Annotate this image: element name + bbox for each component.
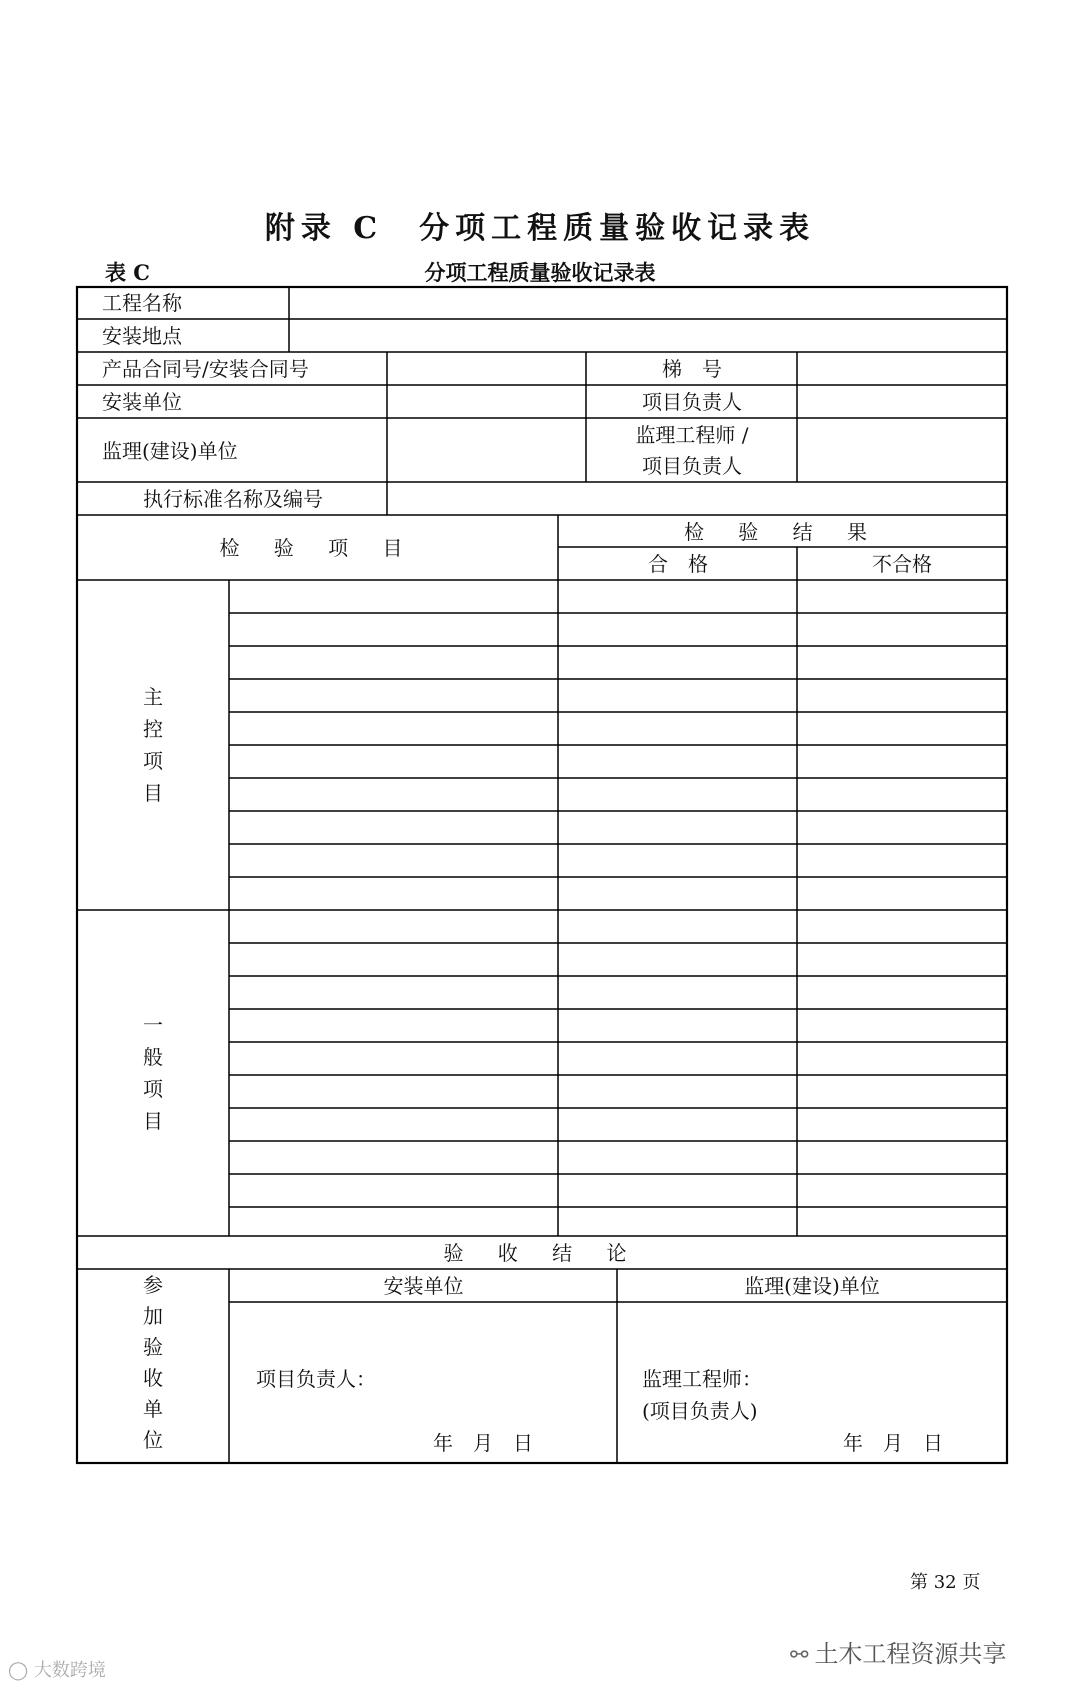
participants-label: 参 加 验 收 单 位 <box>143 1273 163 1452</box>
install-unit-header: 安装单位 <box>383 1274 464 1298</box>
table-label: 表 C <box>105 260 151 285</box>
watermark-left-icon: ◯ <box>8 1660 29 1681</box>
watermark-right-text: 土木工程资源共享 <box>814 1640 1007 1668</box>
field-standard[interactable] <box>389 484 1005 514</box>
label-supervisor-line2: 项目负责人 <box>642 454 742 478</box>
fail-header: 不合格 <box>872 552 932 576</box>
page-number: 第 32 页 <box>910 1572 981 1593</box>
field-supervision-unit[interactable] <box>389 420 585 480</box>
pass-header: 合 格 <box>648 552 708 576</box>
field-elevator-no[interactable] <box>799 354 1005 384</box>
label-project-leader: 项目负责人 <box>642 390 742 414</box>
supervision-signature-label: 监理工程师： <box>642 1367 762 1391</box>
supervision-date: 年 月 日 <box>843 1431 943 1455</box>
field-install-unit[interactable] <box>389 387 585 417</box>
label-supervision-unit: 监理(建设)单位 <box>102 439 238 463</box>
main-items-label: 主 控 项 目 <box>143 685 163 805</box>
install-date: 年 月 日 <box>433 1431 533 1455</box>
label-supervisor-line1: 监理工程师 / <box>635 423 749 447</box>
general-items-label: 一 般 项 目 <box>143 1013 163 1133</box>
supervision-signature-sub: (项目负责人) <box>642 1399 758 1423</box>
field-supervisor[interactable] <box>799 420 1005 480</box>
field-project-name[interactable] <box>291 288 1005 318</box>
conclusion-header: 验 收 结 论 <box>443 1241 641 1265</box>
field-project-leader[interactable] <box>799 387 1005 417</box>
label-standard: 执行标准名称及编号 <box>143 487 323 511</box>
table-title: 分项工程质量验收记录表 <box>424 260 656 285</box>
label-elevator-no: 梯 号 <box>662 357 722 381</box>
supervision-unit-header: 监理(建设)单位 <box>744 1274 880 1298</box>
field-install-location[interactable] <box>291 321 1005 351</box>
label-install-location: 安装地点 <box>102 324 182 348</box>
label-install-unit: 安装单位 <box>102 390 182 414</box>
field-contract-no[interactable] <box>389 354 585 384</box>
watermark-left-text: 大数跨境 <box>33 1660 106 1681</box>
page-title: 附录 C 分项工程质量验收记录表 <box>264 211 816 246</box>
watermark-right <box>790 1634 1006 1669</box>
label-project-name: 工程名称 <box>102 291 182 315</box>
inspection-item-header: 检 验 项 目 <box>219 536 417 560</box>
install-signature-label: 项目负责人： <box>256 1367 376 1391</box>
label-contract-no: 产品合同号/安装合同号 <box>102 357 309 381</box>
watermark-left <box>8 1656 106 1682</box>
inspection-result-header: 检 验 结 果 <box>683 520 882 544</box>
wechat-icon: ⚯ <box>790 1643 809 1668</box>
